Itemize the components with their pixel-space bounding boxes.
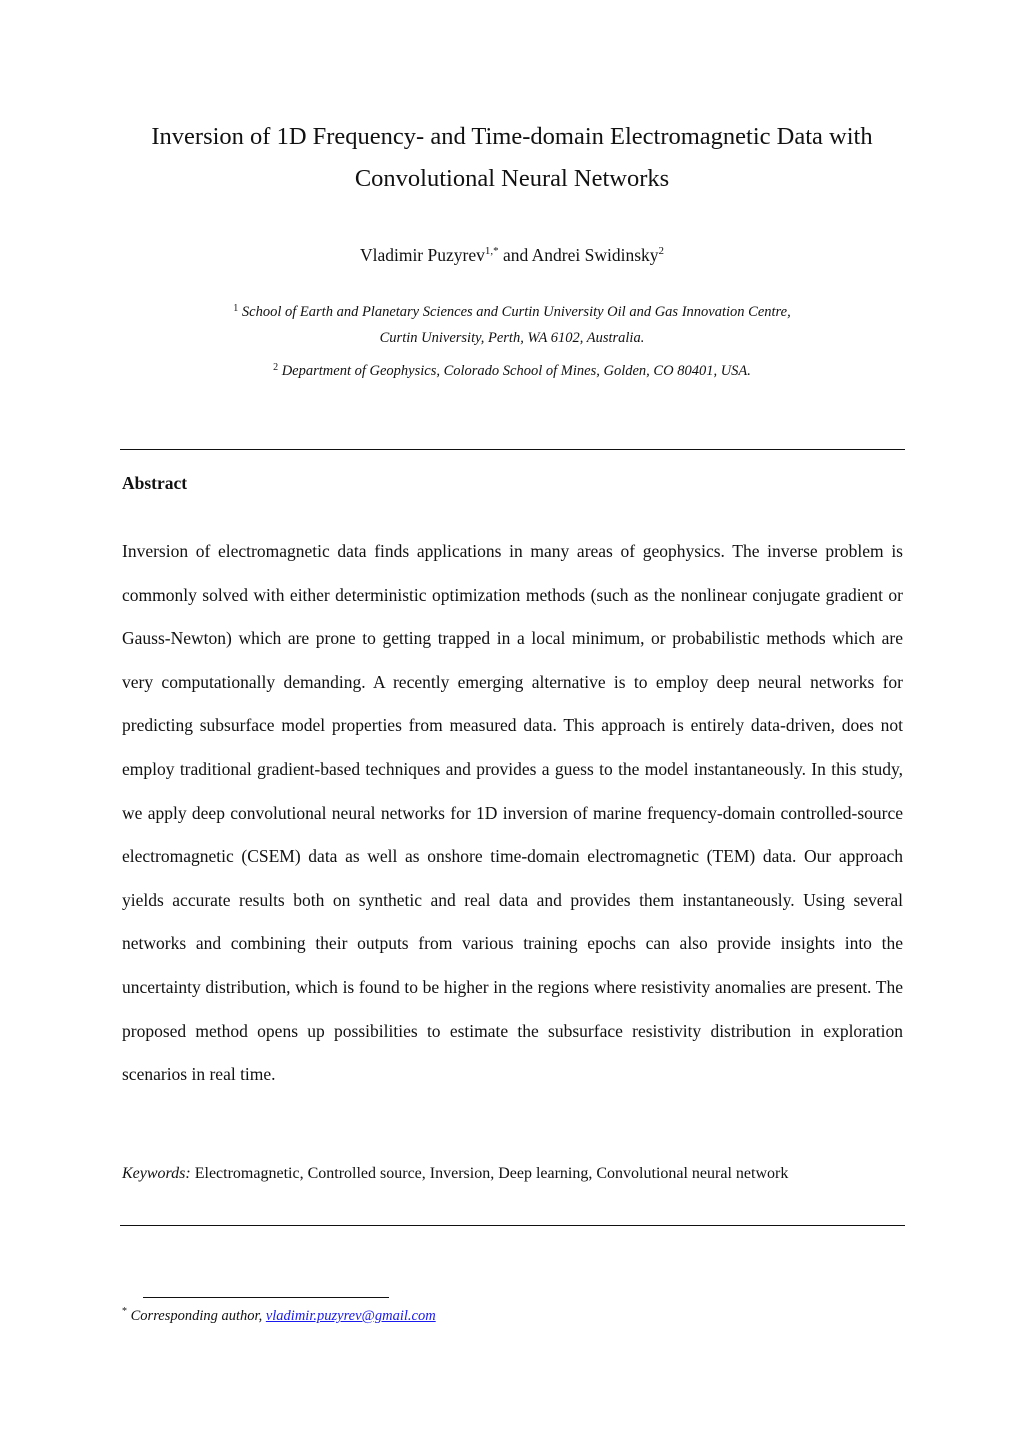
author-1-name: Vladimir Puzyrev [359, 245, 485, 265]
footnote-divider [143, 1297, 389, 1298]
footnote [122, 1304, 436, 1328]
author-conjunction: and [498, 245, 532, 265]
author-2-marker: 2 [658, 245, 665, 257]
author-list [120, 243, 904, 267]
affiliation-1-marker: 1 [233, 303, 239, 314]
affiliation-1 [120, 299, 904, 351]
keywords-text: Electromagnetic, Controlled source, Inversion, Deep learning, Convolutional neural network [190, 1165, 789, 1182]
footnote-text: Corresponding author, [127, 1308, 266, 1324]
keywords [122, 1162, 903, 1186]
affiliation-1-line-1: School of Earth and Planetary Sciences and Curtin University Oil and Gas Innovation Centre, [238, 304, 791, 320]
abstract-body: Inversion of electromagnetic data finds applications in many areas of geophysics. The inverse problem is commonly solved with either deterministic optimization methods (such as the nonlinear conjugate gradient or Gauss-Newton) which are prone to getting trapped in a local minimum, or probabilistic methods which are very computationally demanding. A recently emerging alternative is to employ deep neural networks for predicting subsurface model properties from measured data. This approach is entirely data-driven, does not employ traditional gradient-based techniques and provides a guess to the model instantaneously. In this study, we apply deep convolutional neural networks for 1D inversion of marine frequency-domain controlled-source electromagnetic (CSEM) data as well as onshore time-domain electromagnetic (TEM) data. Our approach yields accurate results both on synthetic and real data and provides them instantaneously. Using several networks and combining their outputs from various training epochs can also provide insights into the uncertainty distribution, which is found to be higher in the regions where resistivity anomalies are present. The proposed method opens up possibilities to estimate the subsurface resistivity distribution in exploration scenarios in real time. [122, 541, 903, 1085]
affiliation-1-line-2: Curtin University, Perth, WA 6102, Australia. [379, 330, 645, 346]
abstract-heading: Abstract [122, 473, 188, 493]
author-1-marker: 1,* [484, 245, 499, 257]
keywords-label: Keywords: [122, 1165, 191, 1182]
title-line-1: Inversion of 1D Frequency- and Time-domain Electromagnetic Data with [151, 123, 873, 150]
corresponding-email-link[interactable]: vladimir.puzyrev@gmail.com [265, 1308, 436, 1324]
paper-title [120, 116, 904, 200]
author-2-name: Andrei Swidinsky [531, 245, 659, 265]
affiliation-2-line-1: Department of Geophysics, Colorado School of Mines, Golden, CO 80401, USA. [278, 363, 751, 379]
top-divider [120, 449, 905, 450]
affiliation-2-marker: 2 [273, 362, 279, 373]
footnote-marker: * [122, 1306, 127, 1317]
title-line-2: Convolutional Neural Networks [354, 165, 670, 192]
affiliation-2 [120, 358, 904, 384]
bottom-divider [120, 1225, 905, 1226]
